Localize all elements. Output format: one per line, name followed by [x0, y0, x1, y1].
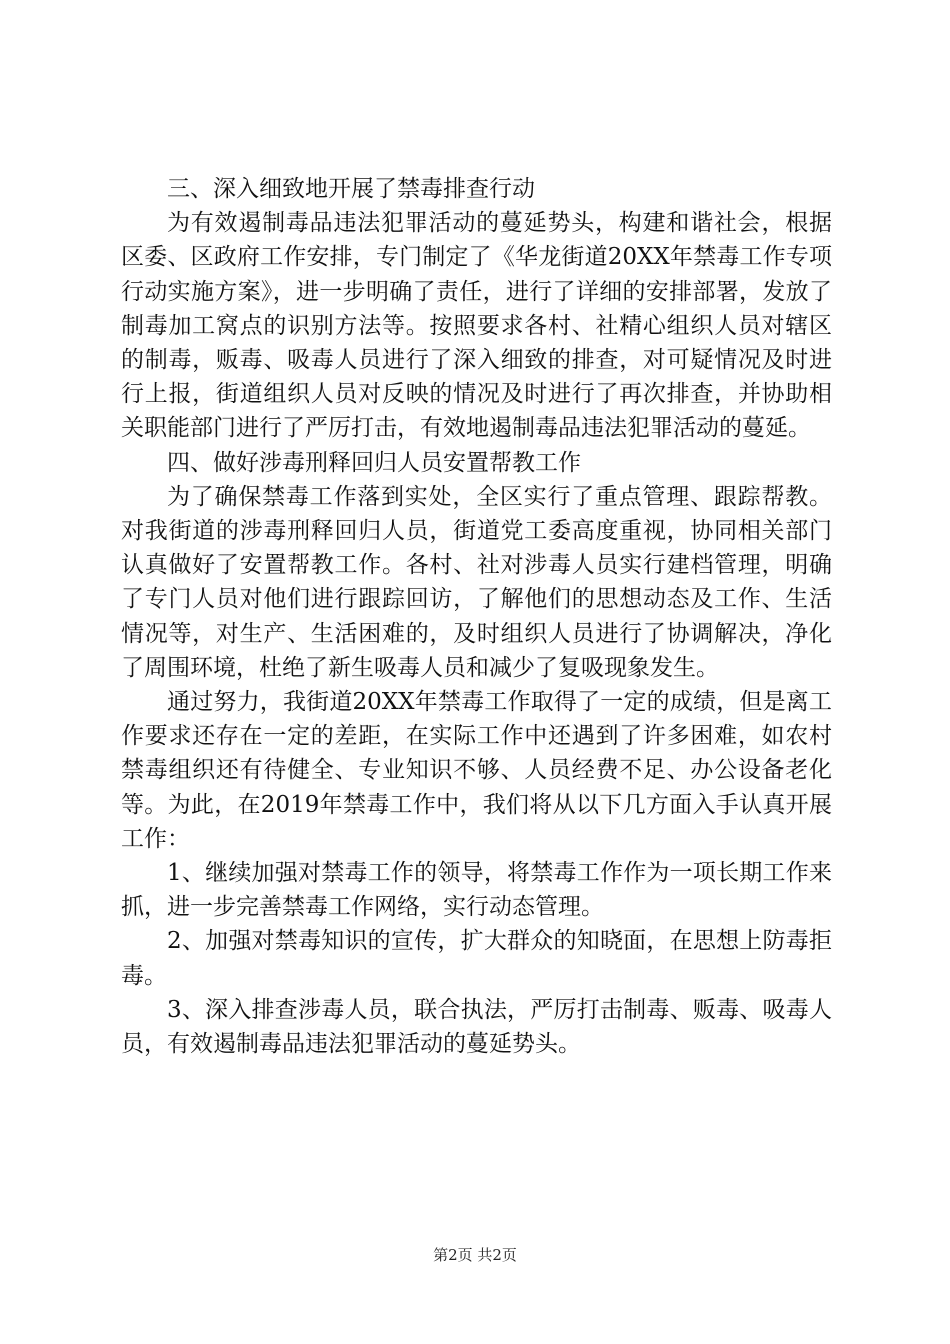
document-body: [121, 172, 832, 1061]
paragraph-resettlement: 为了确保禁毒工作落到实处，全区实行了重点管理、跟踪帮教。对我街道的涉毒刑释回归人员，街道党工委高度重视，协同相关部门认真做好了安置帮教工作。各村、社对涉毒人员实行建档管理，明确了专门人员对他们进行跟踪回访，了解他们的思想动态及工作、生活情况等，对生产、生活困难的，及时组织人员进行了协调解决，净化了周围环境，杜绝了新生吸毒人员和减少了复吸现象发生。: [121, 483, 832, 681]
section-heading-3: 三、深入细致地开展了禁毒排查行动: [167, 176, 535, 202]
list-item-1: 1、继续加强对禁毒工作的领导，将禁毒工作作为一项长期工作来抓，进一步完善禁毒工作网络，实行动态管理。: [121, 860, 832, 921]
page-number-footer: 第2页 共2页: [433, 1246, 517, 1264]
section-heading-4: 四、做好涉毒刑释回归人员安置帮教工作: [167, 449, 581, 476]
paragraph-summary: 通过努力，我街道20XX年禁毒工作取得了一定的成绩，但是离工作要求还存在一定的差距，在实际工作中还遇到了许多困难，如农村禁毒组织还有待健全、专业知识不够、人员经费不足、办公设备老化等。为此，在2019年禁毒工作中，我们将从以下几方面入手认真开展工作：: [121, 689, 832, 852]
paragraph-investigation: 为有效遏制毒品违法犯罪活动的蔓延势头，构建和谐社会，根据区委、区政府工作安排，专门制定了《华龙街道20XX年禁毒工作专项行动实施方案》，进一步明确了责任，进行了详细的安排部署，发放了制毒加工窝点的识别方法等。按照要求各村、社精心组织人员对辖区的制毒，贩毒、吸毒人员进行了深入细致的排查，对可疑情况及时进行上报，街道组织人员对反映的情况及时进行了再次排查，并协助相关职能部门进行了严厉打击，有效地遏制毒品违法犯罪活动的蔓延。: [121, 210, 832, 442]
list-item-2: 2、加强对禁毒知识的宣传，扩大群众的知晓面，在思想上防毒拒毒。: [121, 928, 832, 989]
list-item-3: 3、深入排查涉毒人员，联合执法，严厉打击制毒、贩毒、吸毒人员，有效遏制毒品违法犯罪活动的蔓延势头。: [121, 996, 832, 1058]
